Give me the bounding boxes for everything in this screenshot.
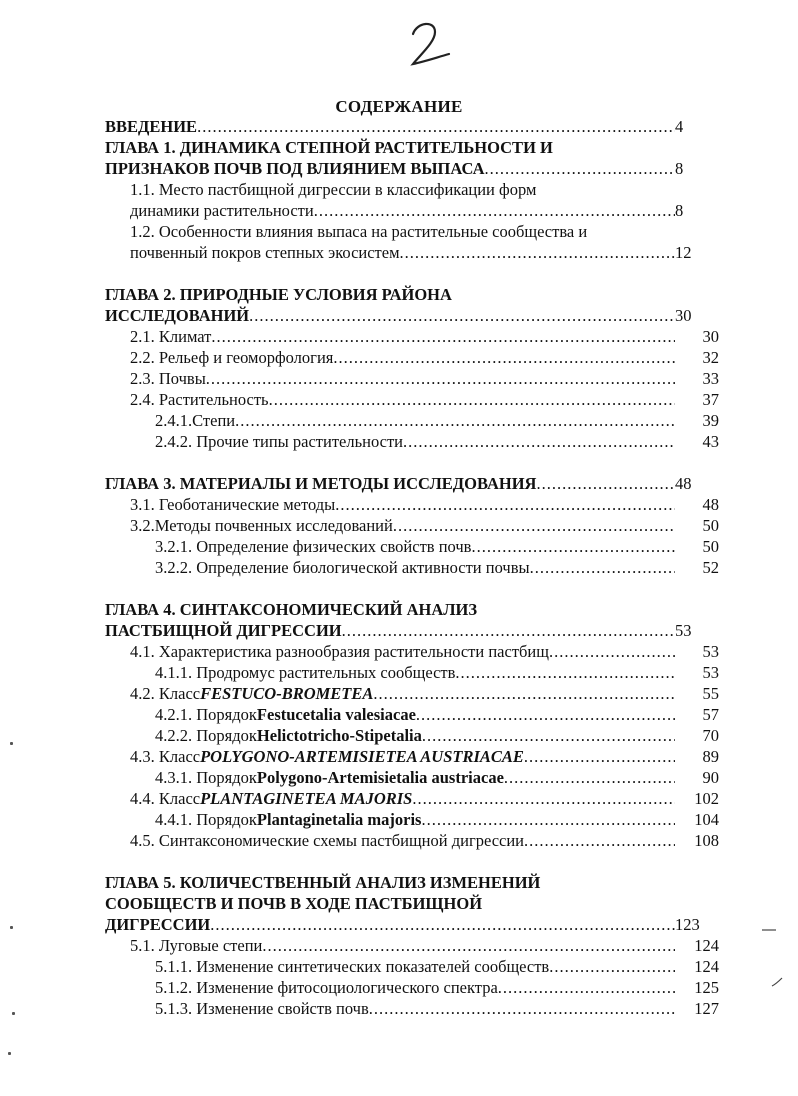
toc-entry-4-2: 4.2. Класс FESTUCO-BROMETEA ..... 55 (130, 683, 725, 704)
toc-entry-3-2: 3.2.Методы почвенных исследований ..... 50 (130, 515, 725, 536)
toc-entry-5-1-2: 5.1.2. Изменение фитосоциологического спектра ..... 125 (155, 977, 725, 998)
page-number: 57 (702, 705, 719, 724)
scan-artifact (10, 742, 13, 745)
toc-entry-1-2: 1.2. Особенности влияния выпаса на растительные сообщества и почвенный покров степных экосистем ..... 12 (130, 221, 725, 263)
toc-entry-4-4-1: 4.4.1. Порядок Plantaginetalia majoris ..... 104 (155, 809, 725, 830)
page-number: 4 (675, 117, 684, 136)
page-number: 53 (702, 642, 719, 661)
toc-title: СОДЕРЖАНИЕ (335, 97, 463, 116)
page-number: 53 (675, 621, 692, 640)
scan-artifact (758, 928, 788, 998)
toc-entry-4-5: 4.5. Синтаксономические схемы пастбищной дигрессии ..... 108 (130, 830, 725, 851)
scan-artifact (10, 926, 13, 929)
page-number: 55 (702, 684, 719, 703)
page-number: 8 (675, 159, 684, 178)
toc-entry-intro: ВВЕДЕНИЕ ..... 4 (105, 116, 725, 137)
toc-entry-4-3-1: 4.3.1. Порядок Polygono-Artemisietalia austriacae ..... 90 (155, 767, 725, 788)
toc-entry-chapter-5: ГЛАВА 5. КОЛИЧЕСТВЕННЫЙ АНАЛИЗ ИЗМЕНЕНИЙ СООБЩЕСТВ И ПОЧВ В ХОДЕ ПАСТБИЩНОЙ ДИГРЕССИИ ..... 123 (105, 872, 725, 935)
page-number: 52 (702, 558, 719, 577)
toc-entry-5-1-3: 5.1.3. Изменение свойств почв ..... 127 (155, 998, 725, 1019)
page-number: 30 (702, 327, 719, 346)
page-number: 108 (694, 831, 719, 850)
toc-entry-2-2: 2.2. Рельеф и геоморфология ..... 32 (130, 347, 725, 368)
toc-entry-4-1-1: 4.1.1. Продромус растительных сообществ ..... 53 (155, 662, 725, 683)
toc-entry-chapter-4: ГЛАВА 4. СИНТАКСОНОМИЧЕСКИЙ АНАЛИЗ ПАСТБИЩНОЙ ДИГРЕССИИ ..... 53 (105, 599, 725, 641)
page-number: 89 (702, 747, 719, 766)
toc-entry-2-3: 2.3. Почвы ..... 33 (130, 368, 725, 389)
toc-entry-chapter-3: ГЛАВА 3. МАТЕРИАЛЫ И МЕТОДЫ ИССЛЕДОВАНИЯ ..... 48 (105, 473, 725, 494)
page-number: 43 (702, 432, 719, 451)
toc-entry-4-4: 4.4. Класс PLANTAGINETEA MAJORIS ..... 102 (130, 788, 725, 809)
page-number: 70 (702, 726, 719, 745)
toc-entry-4-2-1: 4.2.1. Порядок Festucetalia valesiacae ..... 57 (155, 704, 725, 725)
page-number: 48 (702, 495, 719, 514)
toc-entry-4-3: 4.3. Класс POLYGONO-ARTEMISIETEA AUSTRIACAE ..... 89 (130, 746, 725, 767)
page-number: 39 (702, 411, 719, 430)
page-number: 127 (694, 999, 719, 1018)
page-number: 37 (702, 390, 719, 409)
toc-entry-3-1: 3.1. Геоботанические методы ..... 48 (130, 494, 725, 515)
toc-entry-3-2-2: 3.2.2. Определение биологической активности почвы ..... 52 (155, 557, 725, 578)
page-number: 102 (694, 789, 719, 808)
page-number: 53 (702, 663, 719, 682)
page-number: 32 (702, 348, 719, 367)
page-number: 104 (694, 810, 719, 829)
page-number: 124 (694, 936, 719, 955)
toc-entry-4-1: 4.1. Характеристика разнообразия растительности пастбищ ..... 53 (130, 641, 725, 662)
page-number: 90 (702, 768, 719, 787)
toc-entry-2-1: 2.1. Климат ..... 30 (130, 326, 725, 347)
page-number: 30 (675, 306, 692, 325)
handwritten-page-number (405, 18, 455, 73)
toc-entry-2-4-1: 2.4.1.Степи ..... 39 (155, 410, 725, 431)
page-number: 12 (675, 243, 692, 262)
page-number: 123 (675, 915, 700, 934)
toc-entry-chapter-2: ГЛАВА 2. ПРИРОДНЫЕ УСЛОВИЯ РАЙОНА ИССЛЕДОВАНИЙ ..... 30 (105, 284, 725, 326)
toc-entry-chapter-1: ГЛАВА 1. ДИНАМИКА СТЕПНОЙ РАСТИТЕЛЬНОСТИ И ПРИЗНАКОВ ПОЧВ ПОД ВЛИЯНИЕМ ВЫПАСА ..... 8 (105, 137, 725, 179)
page-number: 50 (702, 537, 719, 556)
toc-entry-4-2-2: 4.2.2. Порядок Helictotricho-Stipetalia ..... 70 (155, 725, 725, 746)
page-number: 48 (675, 474, 692, 493)
page-number: 8 (675, 201, 684, 220)
toc-entry-3-2-1: 3.2.1. Определение физических свойств почв ..... 50 (155, 536, 725, 557)
toc-entry-5-1-1: 5.1.1. Изменение синтетических показателей сообществ ..... 124 (155, 956, 725, 977)
toc-entry-2-4-2: 2.4.2. Прочие типы растительности ..... 43 (155, 431, 725, 452)
page-number: 50 (702, 516, 719, 535)
scan-artifact (12, 1012, 15, 1015)
toc-entry-2-4: 2.4. Растительность ..... 37 (130, 389, 725, 410)
page-number: 124 (694, 957, 719, 976)
page-number: 125 (694, 978, 719, 997)
toc-entry-5-1: 5.1. Луговые степи ..... 124 (130, 935, 725, 956)
table-of-contents (105, 116, 725, 1019)
scan-artifact (8, 1052, 11, 1055)
page-number: 33 (702, 369, 719, 388)
toc-entry-1-1: 1.1. Место пастбищной дигрессии в классификации форм динамики растительности ..... 8 (130, 179, 725, 221)
